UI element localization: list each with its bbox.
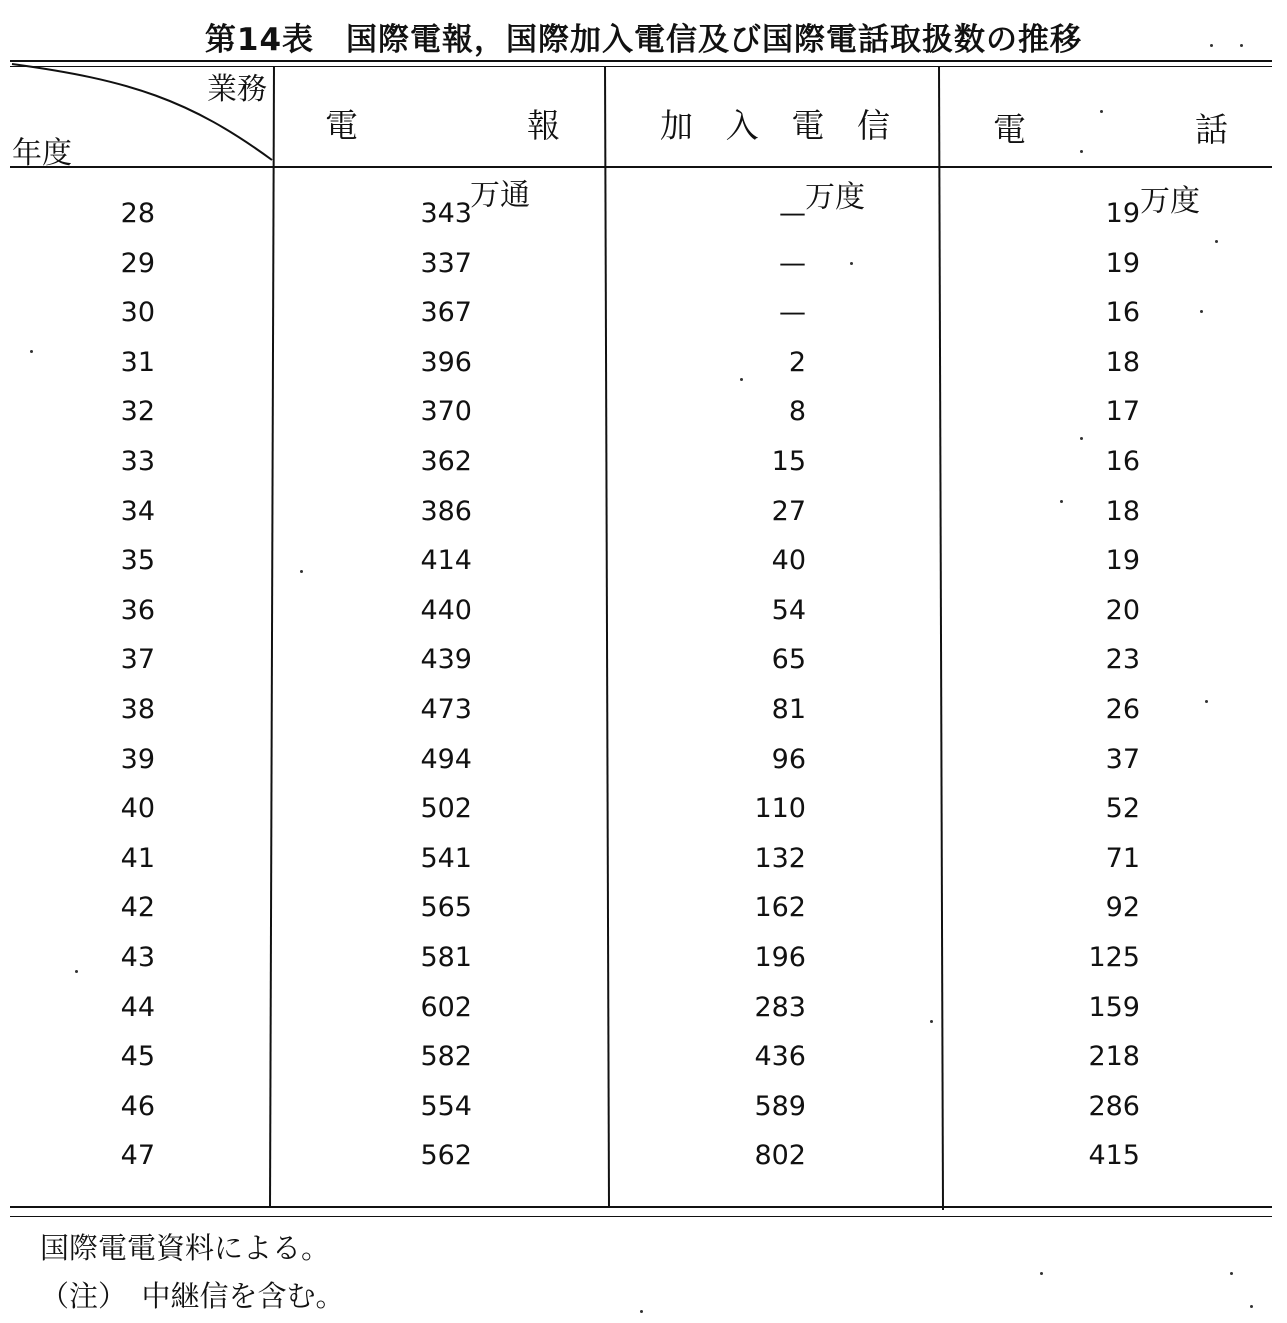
cell-telegram: 602 [420,991,472,1023]
cell-telephone: 286 [1088,1090,1140,1122]
scan-speck [1080,437,1083,440]
cell-year: 32 [120,396,155,428]
cell-telephone: 71 [1105,842,1140,874]
table-body [0,194,1287,1186]
cell-year: 28 [120,198,155,229]
cell-telex: 96 [771,743,806,775]
cell-telex: 132 [754,842,806,874]
bottom-rule-inner [10,1216,1272,1217]
cell-year: 31 [120,346,155,378]
scan-speck [1240,44,1243,47]
col-header-telex-char: 入 [725,106,759,145]
cell-year: 30 [120,297,155,329]
table-row [0,1037,1287,1087]
cell-telephone: 125 [1088,941,1140,973]
table-row [0,492,1287,542]
table-row [0,343,1287,393]
table-row [0,1087,1287,1137]
cell-telegram: 554 [420,1090,472,1122]
unit-telephone: 万度 [1140,184,1200,219]
table-row [0,1136,1287,1186]
scan-speck [740,378,743,381]
cell-year: 39 [120,743,155,775]
cell-telegram: 439 [420,644,472,676]
col-header-telephone-char: 電 [993,110,1026,149]
cell-telegram: 473 [420,693,472,725]
cell-year: 47 [120,1140,155,1172]
scan-speck [1205,700,1208,703]
source-note: 国際電電資料による。 [40,1231,331,1265]
col-header-telex-char: 加 [660,106,693,145]
cell-telegram: 494 [420,743,472,775]
unit-telegram: 万通 [470,178,530,213]
cell-year: 41 [120,842,155,874]
cell-year: 33 [120,445,155,477]
table-row [0,541,1287,591]
cell-telephone: 19 [1105,198,1140,229]
cell-telephone: 159 [1088,991,1140,1023]
cell-telex: — [779,297,806,329]
table-row [0,442,1287,492]
cell-telegram: 502 [420,793,472,825]
cell-year: 36 [120,594,155,626]
corner-label-business: 業務 [207,72,267,107]
cell-year: 44 [120,991,155,1023]
cell-telex: 27 [771,495,806,527]
cell-telex: 436 [754,1041,806,1073]
table-row [0,690,1287,740]
corner-label-year: 年度 [12,136,72,171]
cell-telegram: 386 [420,495,472,527]
cell-telex: 283 [754,991,806,1023]
col-header-telegram-char: 報 [527,106,560,145]
scan-speck [1250,1305,1253,1308]
cell-telegram: 541 [420,842,472,874]
cell-telegram: 370 [420,396,472,428]
cell-year: 43 [120,941,155,973]
cell-telex: 40 [771,545,806,577]
cell-telephone: 23 [1105,644,1140,676]
col-header-telegram [325,100,560,147]
cell-telex: 110 [754,793,806,825]
scan-speck [1200,310,1203,313]
cell-telex: 81 [771,693,806,725]
scan-speck [850,262,853,265]
cell-telephone: 18 [1105,495,1140,527]
footnote: （注） 中継信を含む。 [40,1279,345,1313]
unit-telex: 万度 [805,180,865,215]
table-title: 第14表 国際電報，国際加入電信及び国際電話取扱数の推移 [204,22,1083,58]
cell-telephone: 17 [1105,396,1140,428]
cell-year: 40 [120,793,155,825]
cell-telex: 162 [754,892,806,924]
cell-telex: 196 [754,941,806,973]
cell-telegram: 562 [420,1140,472,1172]
cell-telex: 2 [788,346,806,378]
cell-telegram: 396 [420,346,472,378]
table-row [0,392,1287,442]
table-row [0,244,1287,294]
table-row [0,293,1287,343]
cell-telegram: 362 [420,445,472,477]
cell-year: 42 [120,892,155,924]
cell-telegram: 367 [420,297,472,329]
cell-telegram: 414 [420,545,472,577]
cell-telephone: 92 [1105,892,1140,924]
cell-telephone: 37 [1105,743,1140,775]
cell-year: 34 [120,495,155,527]
scan-speck [1040,1272,1043,1275]
cell-telephone: 218 [1088,1041,1140,1073]
bottom-rule [10,1206,1272,1208]
scan-speck [300,570,303,573]
cell-telegram: 343 [420,198,472,229]
cell-telegram: 582 [420,1041,472,1073]
cell-year: 35 [120,545,155,577]
cell-telephone: 19 [1105,247,1140,279]
cell-telegram: 337 [420,247,472,279]
table-row [0,988,1287,1038]
cell-year: 37 [120,644,155,676]
cell-telephone: 19 [1105,545,1140,577]
cell-year: 38 [120,693,155,725]
cell-year: 45 [120,1041,155,1073]
cell-telephone: 16 [1105,297,1140,329]
cell-telex: — [779,247,806,279]
table-row [0,938,1287,988]
scan-speck [1080,150,1083,153]
cell-telex: 8 [788,396,806,428]
scan-speck [1215,240,1218,243]
scan-speck [1100,110,1103,113]
table-row [0,839,1287,889]
scan-speck [30,350,33,353]
table-row [0,740,1287,790]
cell-telephone: 26 [1105,693,1140,725]
scan-speck [1210,44,1213,47]
col-header-telephone [993,104,1228,151]
col-header-telex-char: 信 [856,106,890,145]
col-header-telephone-char: 話 [1195,110,1228,149]
cell-telephone: 415 [1088,1140,1140,1172]
cell-telephone: 16 [1105,445,1140,477]
cell-telegram: 440 [420,594,472,626]
scan-speck [640,1310,643,1313]
table-row [0,591,1287,641]
col-header-telegram-char: 電 [325,106,358,145]
cell-telephone: 20 [1105,594,1140,626]
scan-speck [1060,500,1063,503]
table-row [0,194,1287,244]
cell-year: 46 [120,1090,155,1122]
table-row [0,888,1287,938]
cell-telex: 65 [771,644,806,676]
cell-telegram: 565 [420,892,472,924]
cell-telephone: 18 [1105,346,1140,378]
cell-telegram: 581 [420,941,472,973]
cell-year: 29 [120,247,155,279]
table-row [0,640,1287,690]
scan-speck [1230,1272,1233,1275]
cell-telephone: 52 [1105,793,1140,825]
scan-speck [75,970,78,973]
cell-telex: — [779,198,806,229]
cell-telex: 15 [771,445,806,477]
cell-telex: 54 [771,594,806,626]
table-row [0,789,1287,839]
col-header-telex-char: 電 [791,106,825,145]
scan-speck [930,1020,933,1023]
col-header-telex [660,100,890,147]
cell-telex: 802 [754,1140,806,1172]
cell-telex: 589 [754,1090,806,1122]
